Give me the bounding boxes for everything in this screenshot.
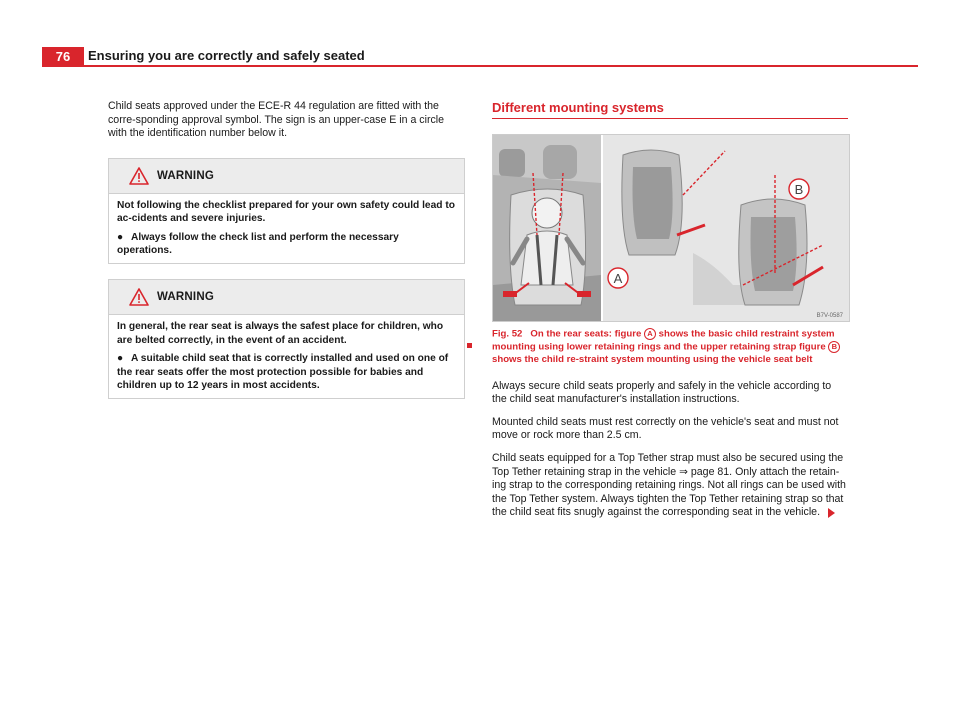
headrest-right <box>543 145 577 179</box>
intro-paragraph: Child seats approved under the ECE-R 44 regulation are fitted with the corre-sponding approval symbol. The sign is an upper-case E in a circle with the identification number below it. <box>108 100 445 140</box>
right-paragraphs <box>492 380 848 520</box>
paragraph-top-tether <box>492 452 848 520</box>
warning-bullet-text-1: Always follow the check list and perform the necessary operations. <box>117 231 399 256</box>
label-b: B <box>794 182 804 197</box>
warning-header-2 <box>109 280 464 315</box>
page-header <box>42 47 918 67</box>
panel-divider <box>601 135 603 321</box>
warning-body-1 <box>109 194 464 264</box>
warning-bullet-text-2: A suitable child seat that is correctly installed and used on one of the rear seats offer the most protection possible for babies and children up to 12 years in most accidents. <box>117 353 449 392</box>
warning-body-2 <box>109 315 464 398</box>
caption-fig-label: Fig. 52 <box>492 328 523 340</box>
warning-bullet-item-2 <box>117 352 456 392</box>
paragraph-mounted: Mounted child seats must rest correctly on the vehicle's seat and must not move or rock more than 2.5 cm. <box>492 415 839 442</box>
right-column <box>492 100 848 520</box>
continue-arrow-icon <box>828 508 835 518</box>
warning-header-1 <box>109 159 464 194</box>
warning-triangle-icon <box>129 288 149 306</box>
caption-part2: shows the basic child restraint system mounting using lower retaining rings and the upper retaining strap figure <box>492 328 835 353</box>
caption-part1: On the rear seats: figure <box>530 328 642 340</box>
headrest-left <box>499 149 525 177</box>
bullet-icon: ● <box>117 353 124 365</box>
paragraph-top-tether-text: Child seats equipped for a Top Tether strap must also be secured using the Top Tether retaining strap in the vehicle ⇒ page 81. Only attach the retain-ing strap to the corresponding retaining rings. Not all rings can be used with the Top Tether system. Always tighten the Top Tether retaining strap so that the child seat fits snugly against the corresponding seat in the vehicle. <box>492 451 846 519</box>
section-title: Different mounting systems <box>492 100 848 119</box>
warning-title-1: WARNING <box>157 169 214 182</box>
lower-anchor-left <box>503 291 517 297</box>
page-title: Ensuring you are correctly and safely seated <box>88 48 365 63</box>
bullet-icon: ● <box>117 231 124 243</box>
left-column <box>108 100 465 399</box>
caption-part3: shows the child re-straint system mounting using the vehicle seat belt <box>492 354 813 366</box>
figure-illustration <box>493 135 849 321</box>
child-seat-upper-inner <box>633 167 673 239</box>
caption-letter-a: A <box>644 328 656 340</box>
warning-text-1: Not following the checklist prepared for your own safety could lead to ac-cidents and severe injuries. <box>117 199 455 225</box>
caption-letter-b: B <box>828 341 840 353</box>
warning-text-2: In general, the rear seat is always the safest place for children, who are belted correctly, in the event of an accident. <box>117 321 444 346</box>
label-a: A <box>613 271 623 286</box>
child-seat-lower-inner <box>751 217 797 291</box>
paragraph-secure: Always secure child seats properly and safely in the vehicle according to the child seat manufacturer's installation instructions. <box>492 379 832 406</box>
figure-caption <box>492 328 848 367</box>
page-number: 76 <box>42 47 84 67</box>
lower-anchor-right <box>577 291 591 297</box>
warning-box-2 <box>108 279 465 399</box>
warning-box-1 <box>108 158 465 265</box>
header-rule <box>84 65 918 67</box>
warning-triangle-icon <box>129 167 149 185</box>
figure-52 <box>492 134 850 322</box>
section-end-marker <box>467 343 472 348</box>
warning-bullet-item-1 <box>117 231 456 258</box>
warning-title-2: WARNING <box>157 291 214 304</box>
figure-code: B7V-0587 <box>816 313 843 319</box>
